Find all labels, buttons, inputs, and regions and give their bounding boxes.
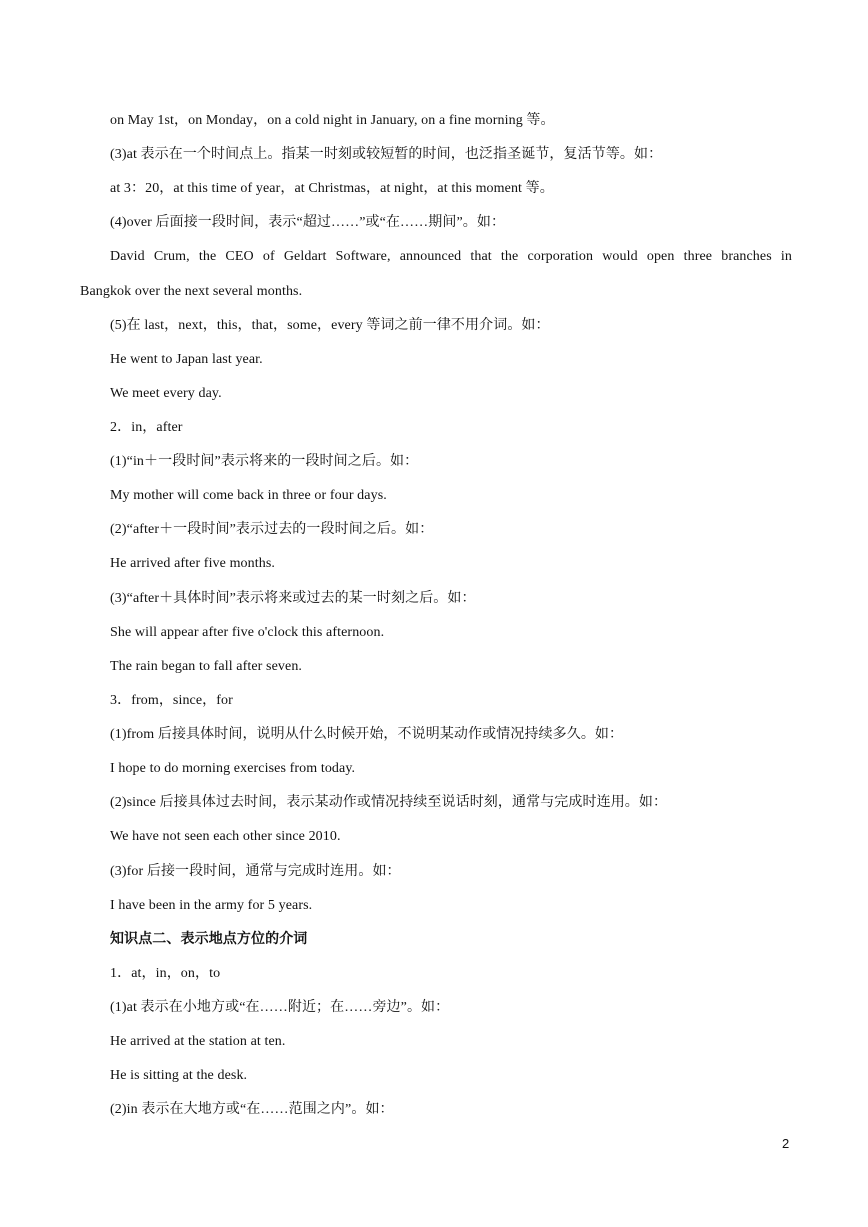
text-line: I have been in the army for 5 years. (110, 898, 313, 913)
section-heading: 2．in，after (110, 420, 183, 435)
text-line: (1)at 表示在小地方或“在……附近；在……旁边”。如： (110, 1000, 450, 1015)
section-heading: 3．from，since，for (110, 693, 233, 708)
text-line: My mother will come back in three or four days. (110, 488, 387, 503)
text-line: (3)at 表示在一个时间点上。指某一时刻或较短暂的时间，也泛指圣诞节，复活节等。如： (110, 147, 663, 162)
text-line: He arrived after five months. (110, 556, 276, 571)
text-line: (3)“after＋具体时间”表示将来或过去的某一时刻之后。如： (110, 591, 476, 606)
text-line: (4)over 后面接一段时间，表示“超过……”或“在……期间”。如： (110, 215, 506, 230)
text-line: We have not seen each other since 2010. (110, 829, 341, 844)
text-line: He arrived at the station at ten. (110, 1034, 286, 1049)
text-line: (2)in 表示在大地方或“在……范围之内”。如： (110, 1102, 394, 1117)
text-line: Bangkok over the next several months. (80, 284, 303, 299)
text-line: She will appear after five o'clock this afternoon. (110, 625, 385, 640)
text-line: We meet every day. (110, 386, 222, 401)
text-line: (1)from 后接具体时间，说明从什么时候开始，不说明某动作或情况持续多久。如： (110, 727, 624, 742)
text-line: (2)“after＋一段时间”表示过去的一段时间之后。如： (110, 522, 434, 537)
text-line: (2)since 后接具体过去时间，表示某动作或情况持续至说话时刻，通常与完成时连用。如： (110, 795, 668, 810)
page-number: 2 (782, 1136, 790, 1151)
text-line: (1)“in＋一段时间”表示将来的一段时间之后。如： (110, 454, 419, 469)
text-line: He went to Japan last year. (110, 352, 263, 367)
text-line: (5)在 last，next，this，that，some，every 等词之前一律不用介词。如： (110, 318, 550, 333)
text-line: I hope to do morning exercises from today. (110, 761, 356, 776)
section-heading: 1．at，in，on，to (110, 966, 221, 981)
text-line: David Crum, the CEO of Geldart Software, announced that the corporation would open three branches in (110, 249, 792, 264)
text-line: at 3：20，at this time of year，at Christmas，at night，at this moment 等。 (110, 181, 554, 196)
text-line: on May 1st，on Monday，on a cold night in January, on a fine morning 等。 (110, 113, 555, 128)
knowledge-point-heading: 知识点二、表示地点方位的介词 (110, 932, 308, 947)
text-line: The rain began to fall after seven. (110, 659, 303, 674)
text-line: He is sitting at the desk. (110, 1068, 248, 1083)
text-line: (3)for 后接一段时间，通常与完成时连用。如： (110, 864, 401, 879)
